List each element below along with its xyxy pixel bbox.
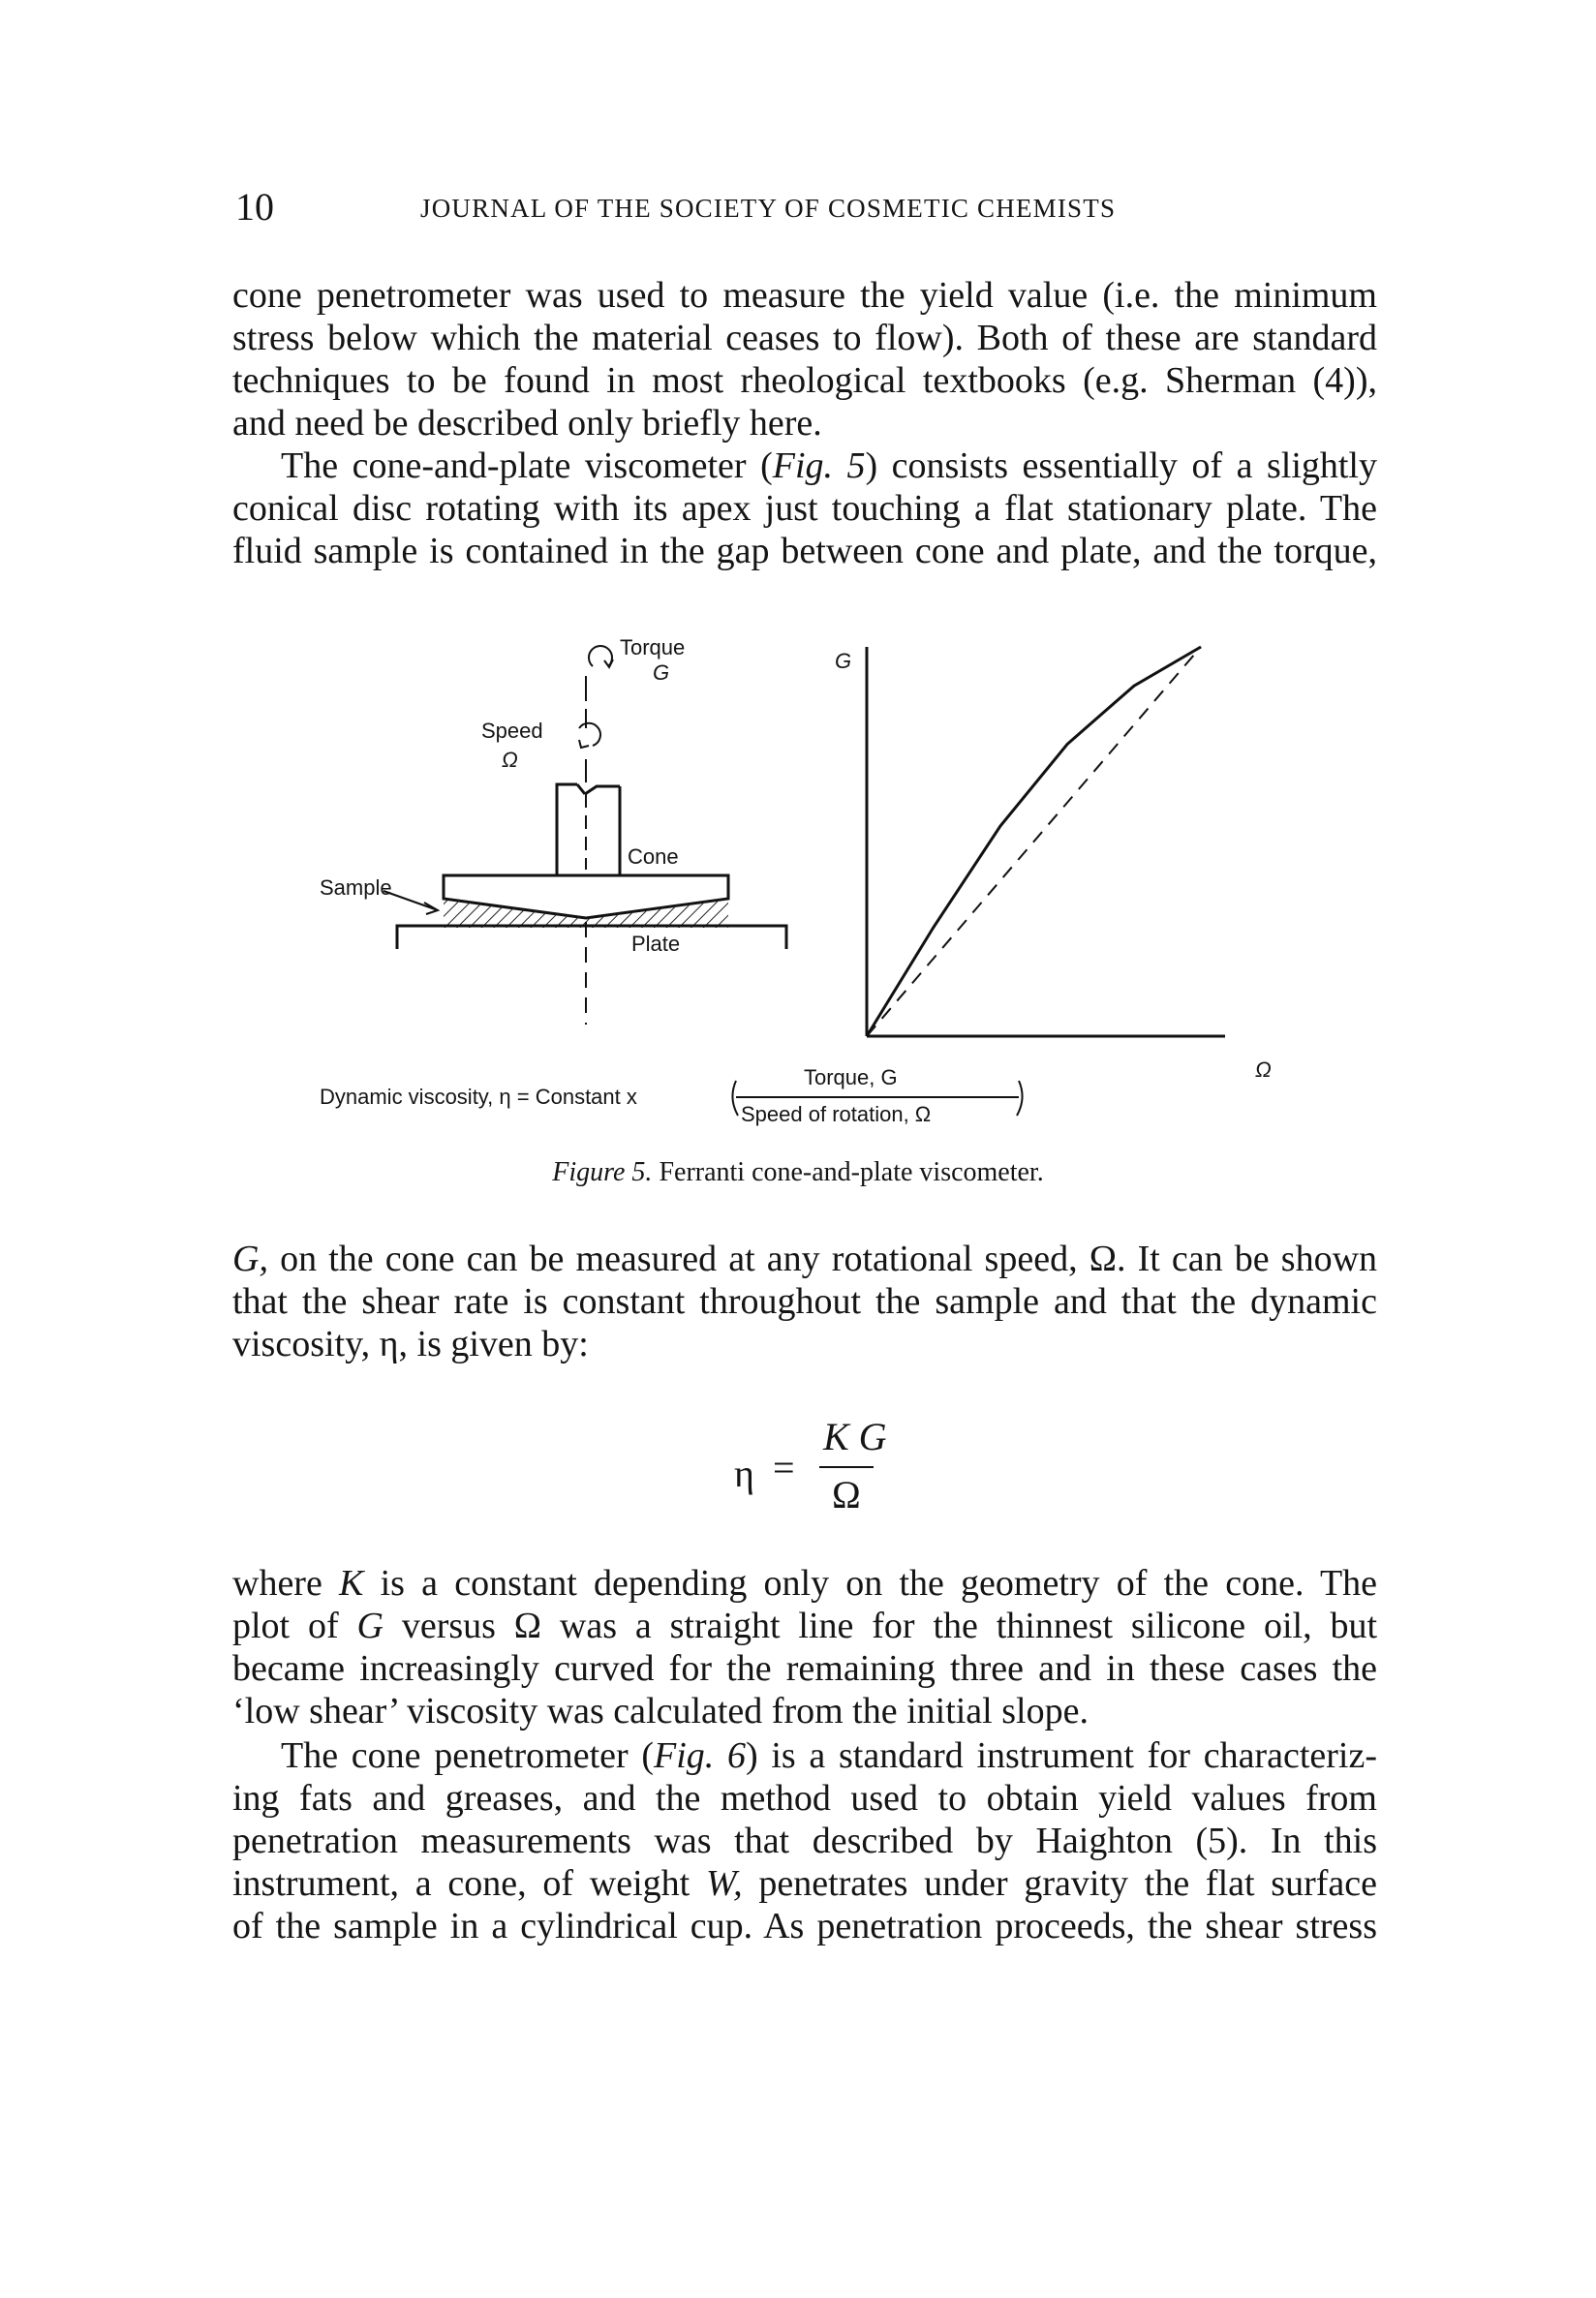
figure-drawing [0,620,1596,1220]
text-span: is a constant depending only on the geometry of the cone. The [380,1563,1378,1604]
text-span: penetrates under gravity the flat surface [758,1863,1378,1904]
text-line [232,1862,1377,1905]
text-span: The cone penetrometer ( [281,1735,655,1776]
text-span: ) consists essentially of a slightly [865,445,1377,486]
text-line: ing fats and greases, and the method used to obtain yield values from [232,1778,1377,1819]
text-line [232,1734,1377,1777]
equation [0,1414,1596,1530]
symbol-w: W, [705,1863,743,1904]
text-line: and need be described only briefly here. [232,403,822,444]
formula-numerator: Torque, G [804,1065,898,1089]
journal-title: JOURNAL OF THE SOCIETY OF COSMETIC CHEMISTS [420,194,1117,223]
text-line: conical disc rotating with its apex just touching a flat stationary plate. The [232,488,1377,529]
page-number: 10 [235,185,274,229]
equation-numerator: K G [823,1415,887,1458]
equation-equals: = [773,1446,795,1489]
caption-label: Figure 5. [552,1157,653,1187]
formula-left: Dynamic viscosity, η = Constant x [320,1085,637,1109]
text-span: instrument, a cone, of weight [232,1863,691,1904]
figure-reference: Fig. 6 [654,1735,747,1776]
text-span: on the cone can be measured at any rotational speed, Ω. It can be shown [280,1239,1378,1279]
text-span: The cone-and-plate viscometer ( [281,445,773,486]
equation-fraction-bar [819,1466,874,1468]
plate-label: Plate [631,932,681,956]
torque-arrow-icon [589,646,613,667]
graph [867,647,1225,1036]
paragraph-1 [232,274,1377,444]
text-line [232,1605,1377,1647]
symbol-g: G [356,1606,384,1646]
text-span: where [232,1563,322,1604]
text-line: fluid sample is contained in the gap between cone and plate, and the torque, [232,531,1377,571]
equation-lhs: η [734,1452,754,1495]
text-line [232,1562,1377,1605]
text-line [232,444,1377,487]
text-line: stress below which the material ceases to flow). Both of these are standard [232,318,1377,358]
series-initial-slope-line [867,647,1201,1036]
text-line: became increasingly curved for the remaining three and in these cases the [232,1648,1377,1689]
figure-5 [0,620,1596,1220]
text-line: penetration measurements was that described by Haighton (5). In this [232,1821,1377,1861]
cone-spindle [557,784,620,875]
figure-reference: Fig. 5 [772,445,866,486]
cone-label: Cone [628,844,679,869]
symbol-k: K [339,1563,364,1604]
text-line: ‘low shear’ viscosity was calculated from the initial slope. [232,1691,1089,1731]
torque-label: Torque [620,635,686,659]
paragraph-4 [232,1562,1377,1732]
speed-symbol: Ω [502,748,518,772]
text-line: viscosity, η, is given by: [232,1324,589,1364]
caption-text: Ferranti cone-and-plate viscometer. [659,1157,1044,1187]
text-span: versus Ω was a straight line for the thinnest silicone oil, but [401,1606,1378,1646]
sample-label: Sample [320,875,392,900]
text-span: plot of [232,1606,339,1646]
text-line [232,1238,1377,1280]
text-line: cone penetrometer was used to measure the yield value (i.e. the minimum [232,275,1377,316]
torque-symbol: G [653,660,670,685]
text-line: of the sample in a cylindrical cup. As penetration proceeds, the shear stress [232,1906,1377,1946]
paragraph-5 [232,1734,1377,1947]
text-line: that the shear rate is constant throughout the sample and that the dynamic [232,1281,1377,1322]
formula-denominator: Speed of rotation, Ω [741,1102,932,1126]
figure-caption [0,1157,1596,1188]
paragraph-2 [232,444,1377,572]
graph-x-axis-label: Ω [1255,1057,1272,1082]
plate [397,926,786,949]
equation-denominator: Ω [832,1473,861,1517]
text-line: techniques to be found in most rheological textbooks (e.g. Sherman (4)), [232,360,1377,401]
speed-arrow-icon [579,723,600,748]
symbol-g: G, [232,1239,268,1279]
speed-label: Speed [481,719,543,743]
text-span: ) is a standard instrument for characteriz- [746,1735,1377,1776]
paragraph-3 [232,1238,1377,1365]
graph-y-axis-label: G [835,649,852,673]
